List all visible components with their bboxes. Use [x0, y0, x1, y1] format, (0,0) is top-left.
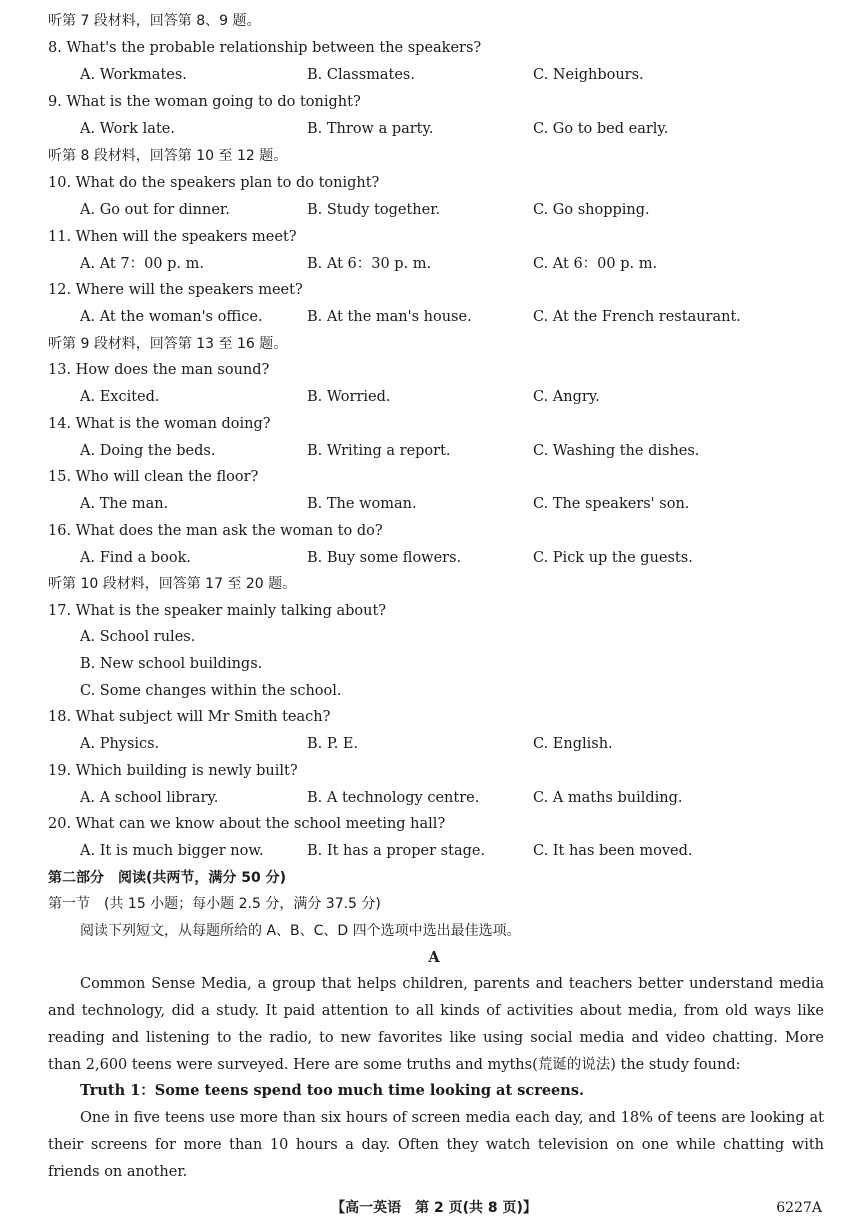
question-14-options — [0, 438, 868, 465]
question-17-option-c: C. Some changes within the school. — [80, 683, 342, 699]
question-17-option-a: A. School rules. — [80, 629, 196, 645]
option-a: A. It is much bigger now. — [80, 843, 264, 859]
paragraph-line: friends on another. — [48, 1164, 188, 1180]
option-a: A. Find a book. — [80, 550, 192, 566]
paragraph-line: reading and listening to the radio, to new favorites like using social media and video chatting. More — [48, 1030, 824, 1046]
question-19-stem: 19. Which building is newly built? — [48, 763, 298, 779]
section-one-heading: 第一节 (共 15 小题；每小题 2.5 分，满分 37.5 分) — [48, 896, 381, 912]
paragraph-line: One in five teens use more than six hours of screen media each day, and 18% of teens are looking at — [80, 1110, 824, 1126]
paragraph-line: Common Sense Media, a group that helps children, parents and teachers better understand media — [80, 976, 824, 992]
paragraph-line: than 2,600 teens were surveyed. Here are some truths and myths(荒诞的说法) the study found: — [48, 1057, 741, 1073]
question-9-stem: 9. What is the woman going to do tonight? — [48, 94, 361, 110]
question-11-options — [0, 251, 868, 278]
question-11-stem: 11. When will the speakers meet? — [48, 229, 297, 245]
option-a: A. A school library. — [80, 790, 219, 806]
option-c: C. English. — [533, 736, 613, 752]
question-14-stem: 14. What is the woman doing? — [48, 416, 271, 432]
option-a: A. Doing the beds. — [80, 443, 216, 459]
option-b: B. P. E. — [307, 736, 359, 752]
question-17-option-b: B. New school buildings. — [80, 656, 263, 672]
option-c: C. The speakers' son. — [533, 496, 690, 512]
option-c: C. Angry. — [533, 389, 600, 405]
question-17-stem: 17. What is the speaker mainly talking about? — [48, 603, 387, 619]
exam-code: 6227A — [776, 1200, 822, 1216]
question-16-options — [0, 545, 868, 572]
option-c: C. At 6：00 p. m. — [533, 256, 658, 272]
question-12-options — [0, 304, 868, 331]
reading-directions: 阅读下列短文，从每题所给的 A、B、C、D 四个选项中选出最佳选项。 — [80, 923, 521, 939]
option-c: C. At the French restaurant. — [533, 309, 741, 325]
option-b: B. It has a proper stage. — [307, 843, 486, 859]
question-10-stem: 10. What do the speakers plan to do tonight? — [48, 175, 380, 191]
option-a: A. Physics. — [80, 736, 160, 752]
option-c: C. Go shopping. — [533, 202, 650, 218]
option-b: B. Worried. — [307, 389, 391, 405]
question-18-stem: 18. What subject will Mr Smith teach? — [48, 709, 331, 725]
option-b: B. Buy some flowers. — [307, 550, 462, 566]
question-15-stem: 15. Who will clean the floor? — [48, 469, 259, 485]
option-a: A. At the woman's office. — [80, 309, 263, 325]
option-b: B. A technology centre. — [307, 790, 480, 806]
option-c: C. Washing the dishes. — [533, 443, 700, 459]
question-19-options — [0, 785, 868, 812]
option-b: B. Study together. — [307, 202, 441, 218]
question-8-options — [0, 62, 868, 89]
option-b: B. Throw a party. — [307, 121, 434, 137]
option-b: B. The woman. — [307, 496, 417, 512]
option-c: C. Neighbours. — [533, 67, 644, 83]
option-a: A. Excited. — [80, 389, 160, 405]
option-c: C. It has been moved. — [533, 843, 693, 859]
passage-paragraph-2 — [48, 1105, 824, 1186]
question-16-stem: 16. What does the man ask the woman to do? — [48, 523, 383, 539]
passage-label: A — [428, 949, 440, 966]
question-10-options — [0, 197, 868, 224]
option-a: A. Go out for dinner. — [80, 202, 230, 218]
question-20-options — [0, 838, 868, 865]
option-b: B. At the man's house. — [307, 309, 472, 325]
option-a: A. Work late. — [80, 121, 175, 137]
option-a: A. The man. — [80, 496, 169, 512]
listening-instruction-8: 听第 8 段材料，回答第 10 至 12 题。 — [48, 148, 288, 164]
option-a: A. At 7：00 p. m. — [80, 256, 204, 272]
paragraph-line: and technology, did a study. It paid attention to all kinds of activities about media, from old ways like — [48, 1003, 824, 1019]
question-15-options — [0, 491, 868, 518]
question-12-stem: 12. Where will the speakers meet? — [48, 282, 303, 298]
option-c: C. Pick up the guests. — [533, 550, 693, 566]
question-18-options — [0, 731, 868, 758]
question-20-stem: 20. What can we know about the school meeting hall? — [48, 816, 446, 832]
page-number-label: 【高一英语 第 2 页(共 8 页)】 — [331, 1200, 537, 1216]
question-8-stem: 8. What's the probable relationship between the speakers? — [48, 40, 482, 56]
listening-instruction-10: 听第 10 段材料，回答第 17 至 20 题。 — [48, 576, 297, 592]
passage-paragraph-1 — [48, 971, 824, 1079]
option-b: B. Classmates. — [307, 67, 415, 83]
question-13-stem: 13. How does the man sound? — [48, 362, 270, 378]
option-b: B. Writing a report. — [307, 443, 451, 459]
option-b: B. At 6：30 p. m. — [307, 256, 432, 272]
question-9-options — [0, 116, 868, 143]
option-a: A. Workmates. — [80, 67, 187, 83]
question-13-options — [0, 384, 868, 411]
part-two-title: 第二部分 阅读(共两节，满分 50 分) — [48, 870, 287, 886]
paragraph-line: their screens for more than 10 hours a day. Often they watch television on one while chatting with — [48, 1137, 824, 1153]
listening-instruction-7: 听第 7 段材料，回答第 8、9 题。 — [48, 13, 261, 29]
page-footer — [0, 1196, 868, 1220]
listening-instruction-9: 听第 9 段材料，回答第 13 至 16 题。 — [48, 336, 288, 352]
option-c: C. A maths building. — [533, 790, 683, 806]
truth-1-heading: Truth 1：Some teens spend too much time looking at screens. — [80, 1082, 585, 1099]
option-c: C. Go to bed early. — [533, 121, 669, 137]
